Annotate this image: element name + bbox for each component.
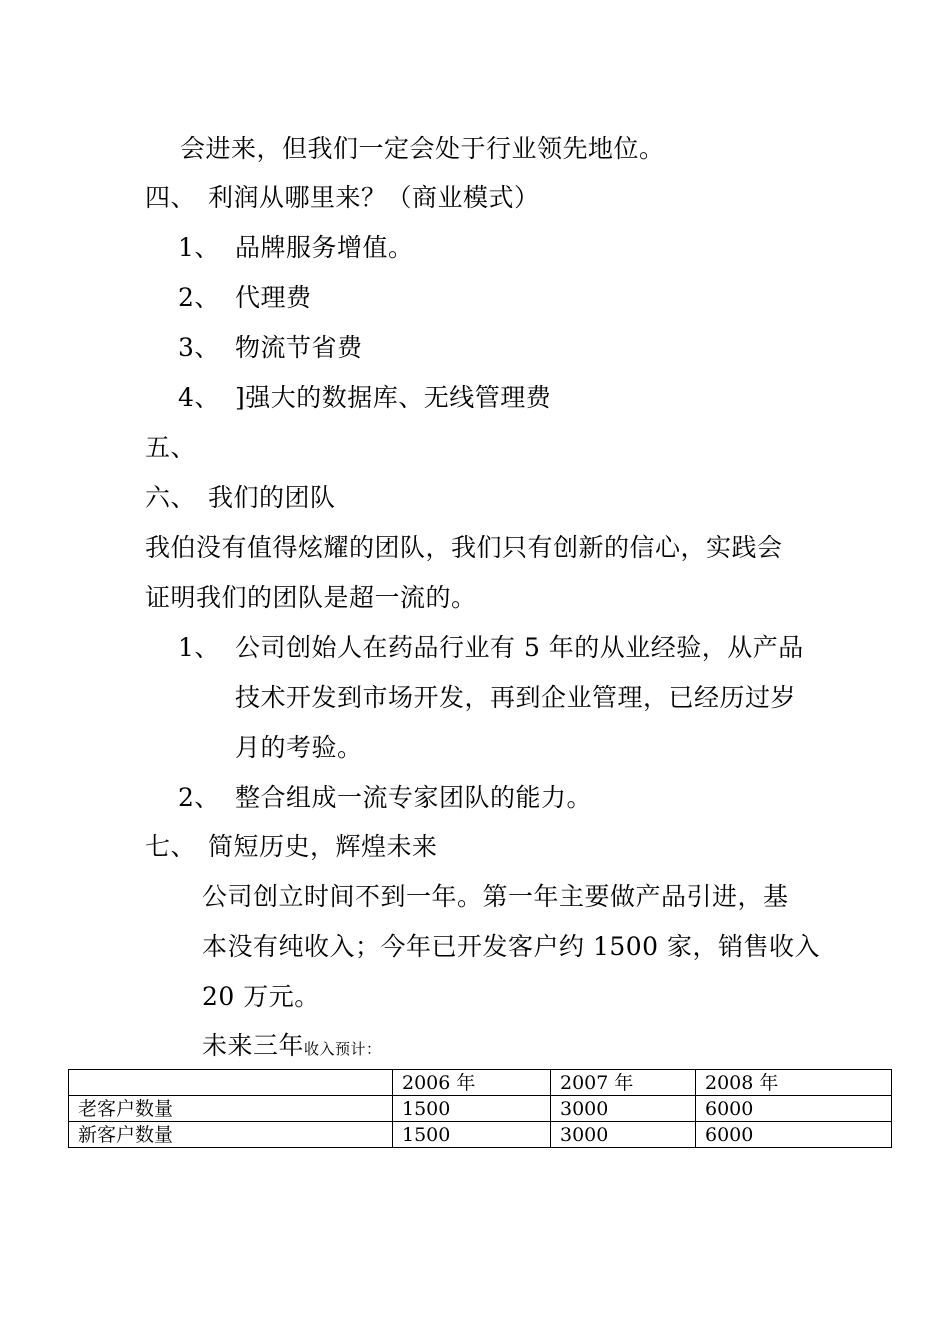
section-4-title: 利润从哪里来？（商业模式）: [208, 183, 540, 212]
section-6-title: 我们的团队: [208, 483, 336, 512]
list-item-text: 公司创始人在药品行业有 5 年的从业经验，从产品: [235, 633, 804, 662]
list-item-number: 2、: [178, 783, 220, 812]
list-item-number: 1、: [178, 633, 220, 662]
table-cell: 2007 年: [551, 1070, 696, 1096]
forecast-table: [68, 1069, 892, 1148]
list-item-number: 3、: [178, 333, 220, 362]
team-paragraph-line-1: 我伯没有值得炫耀的团队，我们只有创新的信心，实践会: [145, 533, 783, 562]
table-cell: 1500: [393, 1122, 551, 1148]
history-paragraph-line-3: 20 万元。: [202, 982, 320, 1011]
table-header-row: [69, 1070, 892, 1096]
table-cell: 3000: [551, 1122, 696, 1148]
list-item-number: 4、: [178, 383, 220, 412]
list-item-text: ]强大的数据库、无线管理费: [235, 383, 552, 412]
list-item: [178, 381, 220, 415]
list-item: [178, 231, 220, 265]
list-item-text: 月的考验。: [235, 733, 363, 762]
history-paragraph-line-1: 公司创立时间不到一年。第一年主要做产品引进，基: [202, 882, 789, 911]
section-6-heading: [145, 481, 336, 515]
continued-text: 会进来，但我们一定会处于行业领先地位。: [180, 134, 665, 163]
section-4-number: 四、: [145, 183, 197, 212]
section-5-heading: 五、: [145, 433, 197, 462]
table-cell: [69, 1070, 393, 1096]
table-cell: 2008 年: [696, 1070, 892, 1096]
forecast-caption: [202, 1029, 382, 1066]
table-cell: 6000: [696, 1096, 892, 1122]
list-item-text: 代理费: [235, 283, 312, 312]
section-7-heading: [145, 830, 438, 864]
list-item: [178, 631, 220, 665]
table-cell: 1500: [393, 1096, 551, 1122]
list-item: [178, 331, 220, 365]
list-item: [178, 281, 220, 315]
list-item-text: 物流节省费: [235, 333, 363, 362]
list-item-text: 品牌服务增值。: [235, 233, 414, 262]
table-cell: 2006 年: [393, 1070, 551, 1096]
list-item-number: 1、: [178, 233, 220, 262]
history-paragraph-line-2: 本没有纯收入；今年已开发客户约 1500 家，销售收入: [202, 932, 821, 961]
section-6-number: 六、: [145, 483, 197, 512]
forecast-caption-small: 收入预计：: [304, 1040, 382, 1058]
section-4-heading: [145, 181, 540, 215]
table-cell: 3000: [551, 1096, 696, 1122]
table-cell: 老客户数量: [69, 1096, 393, 1122]
list-item: [178, 781, 220, 815]
table-row: [69, 1096, 892, 1122]
section-7-title: 简短历史，辉煌未来: [208, 832, 438, 861]
table-cell: 6000: [696, 1122, 892, 1148]
team-paragraph-line-2: 证明我们的团队是超一流的。: [145, 583, 477, 612]
list-item-number: 2、: [178, 283, 220, 312]
table-cell: 新客户数量: [69, 1122, 393, 1148]
list-item-text: 整合组成一流专家团队的能力。: [235, 783, 593, 812]
table-row: [69, 1122, 892, 1148]
list-item-text: 技术开发到市场开发，再到企业管理，已经历过岁: [235, 683, 797, 712]
forecast-caption-large: 未来三年: [202, 1031, 305, 1060]
section-7-number: 七、: [145, 832, 197, 861]
